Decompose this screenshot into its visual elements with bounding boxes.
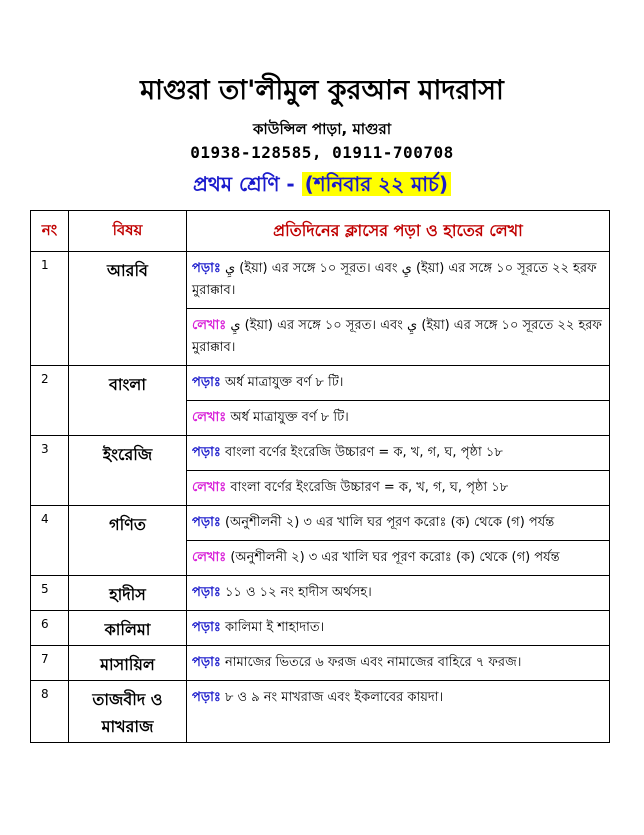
read-label: পড়াঃ xyxy=(192,655,221,670)
row-subject: হাদীস xyxy=(69,576,187,611)
reading-text: ১১ ও ১২ নং হাদীস অর্থসহ। xyxy=(224,585,372,600)
writing-text: অর্ধ মাত্রাযুক্ত বর্ণ ৮ টি। xyxy=(230,410,349,425)
read-label: পড়াঃ xyxy=(192,375,221,390)
reading-cell xyxy=(187,366,610,401)
date-label: (শনিবার ২২ মার্চ) xyxy=(302,172,451,196)
header-number: নং xyxy=(31,211,69,252)
table-row xyxy=(31,436,610,471)
reading-cell xyxy=(187,611,610,646)
madrasa-title: মাগুরা তা'লীমুল কুরআন মাদরাসা xyxy=(140,75,504,106)
writing-cell xyxy=(187,541,610,576)
read-label: পড়াঃ xyxy=(192,261,221,276)
write-label: লেখাঃ xyxy=(192,480,227,495)
row-number: 6 xyxy=(31,611,69,646)
table-row xyxy=(31,506,610,541)
writing-cell xyxy=(187,471,610,506)
row-number: 5 xyxy=(31,576,69,611)
writing-text: বাংলা বর্ণের ইংরেজি উচ্চারণ = ক, খ, গ, ঘ, পৃষ্ঠা ১৮ xyxy=(230,480,509,495)
phone-numbers: 01938-128585, 01911-700708 xyxy=(190,143,454,162)
reading-cell xyxy=(187,252,610,309)
row-subject: আরবি xyxy=(69,252,187,366)
row-subject: গণিত xyxy=(69,506,187,576)
reading-text: কালিমা ই শাহাদাত। xyxy=(224,620,325,635)
reading-cell xyxy=(187,646,610,681)
reading-cell xyxy=(187,506,610,541)
read-label: পড়াঃ xyxy=(192,445,221,460)
read-label: পড়াঃ xyxy=(192,585,221,600)
table-row xyxy=(31,252,610,309)
row-subject: বাংলা xyxy=(69,366,187,436)
reading-cell xyxy=(187,681,610,743)
read-label: পড়াঃ xyxy=(192,515,221,530)
row-number: 1 xyxy=(31,252,69,366)
reading-text: বাংলা বর্ণের ইংরেজি উচ্চারণ = ক, খ, গ, ঘ, পৃষ্ঠা ১৮ xyxy=(224,445,503,460)
row-number: 2 xyxy=(31,366,69,436)
header-content: প্রতিদিনের ক্লাসের পড়া ও হাতের লেখা xyxy=(187,211,610,252)
reading-text: يِ (ইয়া) এর সঙ্গে ১০ সূরত। এবং يِ (ইয়া) এর সঙ্গে ১০ সূরতে ২২ হরফ মুরাক্কাব। xyxy=(192,261,597,298)
row-number: 4 xyxy=(31,506,69,576)
class-label: প্রথম শ্রেণি - xyxy=(193,172,295,196)
reading-text: ৮ ও ৯ নং মাখরাজ এবং ইকলাবের কায়দা। xyxy=(224,690,444,705)
reading-text: (অনুশীলনী ২) ৩ এর খালি ঘর পূরণ করোঃ (ক) থেকে (গ) পর্যন্ত xyxy=(224,515,555,530)
lesson-table xyxy=(30,210,610,743)
writing-text: (অনুশীলনী ২) ৩ এর খালি ঘর পূরণ করোঃ (ক) থেকে (গ) পর্যন্ত xyxy=(230,550,560,565)
write-label: লেখাঃ xyxy=(192,410,227,425)
table-header-row xyxy=(31,211,610,252)
reading-text: অর্ধ মাত্রাযুক্ত বর্ণ ৮ টি। xyxy=(224,375,344,390)
write-label: লেখাঃ xyxy=(192,550,227,565)
madrasa-address: কাউন্সিল পাড়া, মাগুরা xyxy=(252,120,392,138)
row-subject: ইংরেজি xyxy=(69,436,187,506)
row-subject: তাজবীদ ও মাখরাজ xyxy=(69,681,187,743)
writing-cell xyxy=(187,309,610,366)
reading-text: নামাজের ভিতরে ৬ ফরজ এবং নামাজের বাহিরে ৭ ফরজ। xyxy=(224,655,522,670)
writing-cell xyxy=(187,401,610,436)
writing-text: يِ (ইয়া) এর সঙ্গে ১০ সূরত। এবং يِ (ইয়া) এর সঙ্গে ১০ সূরতে ২২ হরফ মুরাক্কাব। xyxy=(192,318,602,355)
write-label: লেখাঃ xyxy=(192,318,227,333)
row-number: 7 xyxy=(31,646,69,681)
reading-cell xyxy=(187,436,610,471)
read-label: পড়াঃ xyxy=(192,620,221,635)
table-row xyxy=(31,681,610,743)
row-number: 8 xyxy=(31,681,69,743)
read-label: পড়াঃ xyxy=(192,690,221,705)
row-subject: কালিমা xyxy=(69,611,187,646)
row-number: 3 xyxy=(31,436,69,506)
row-subject: মাসায়িল xyxy=(69,646,187,681)
header-subject: বিষয় xyxy=(69,211,187,252)
reading-cell xyxy=(187,576,610,611)
table-row xyxy=(31,576,610,611)
table-row xyxy=(31,646,610,681)
class-heading xyxy=(0,170,644,203)
table-row xyxy=(31,611,610,646)
table-row xyxy=(31,366,610,401)
